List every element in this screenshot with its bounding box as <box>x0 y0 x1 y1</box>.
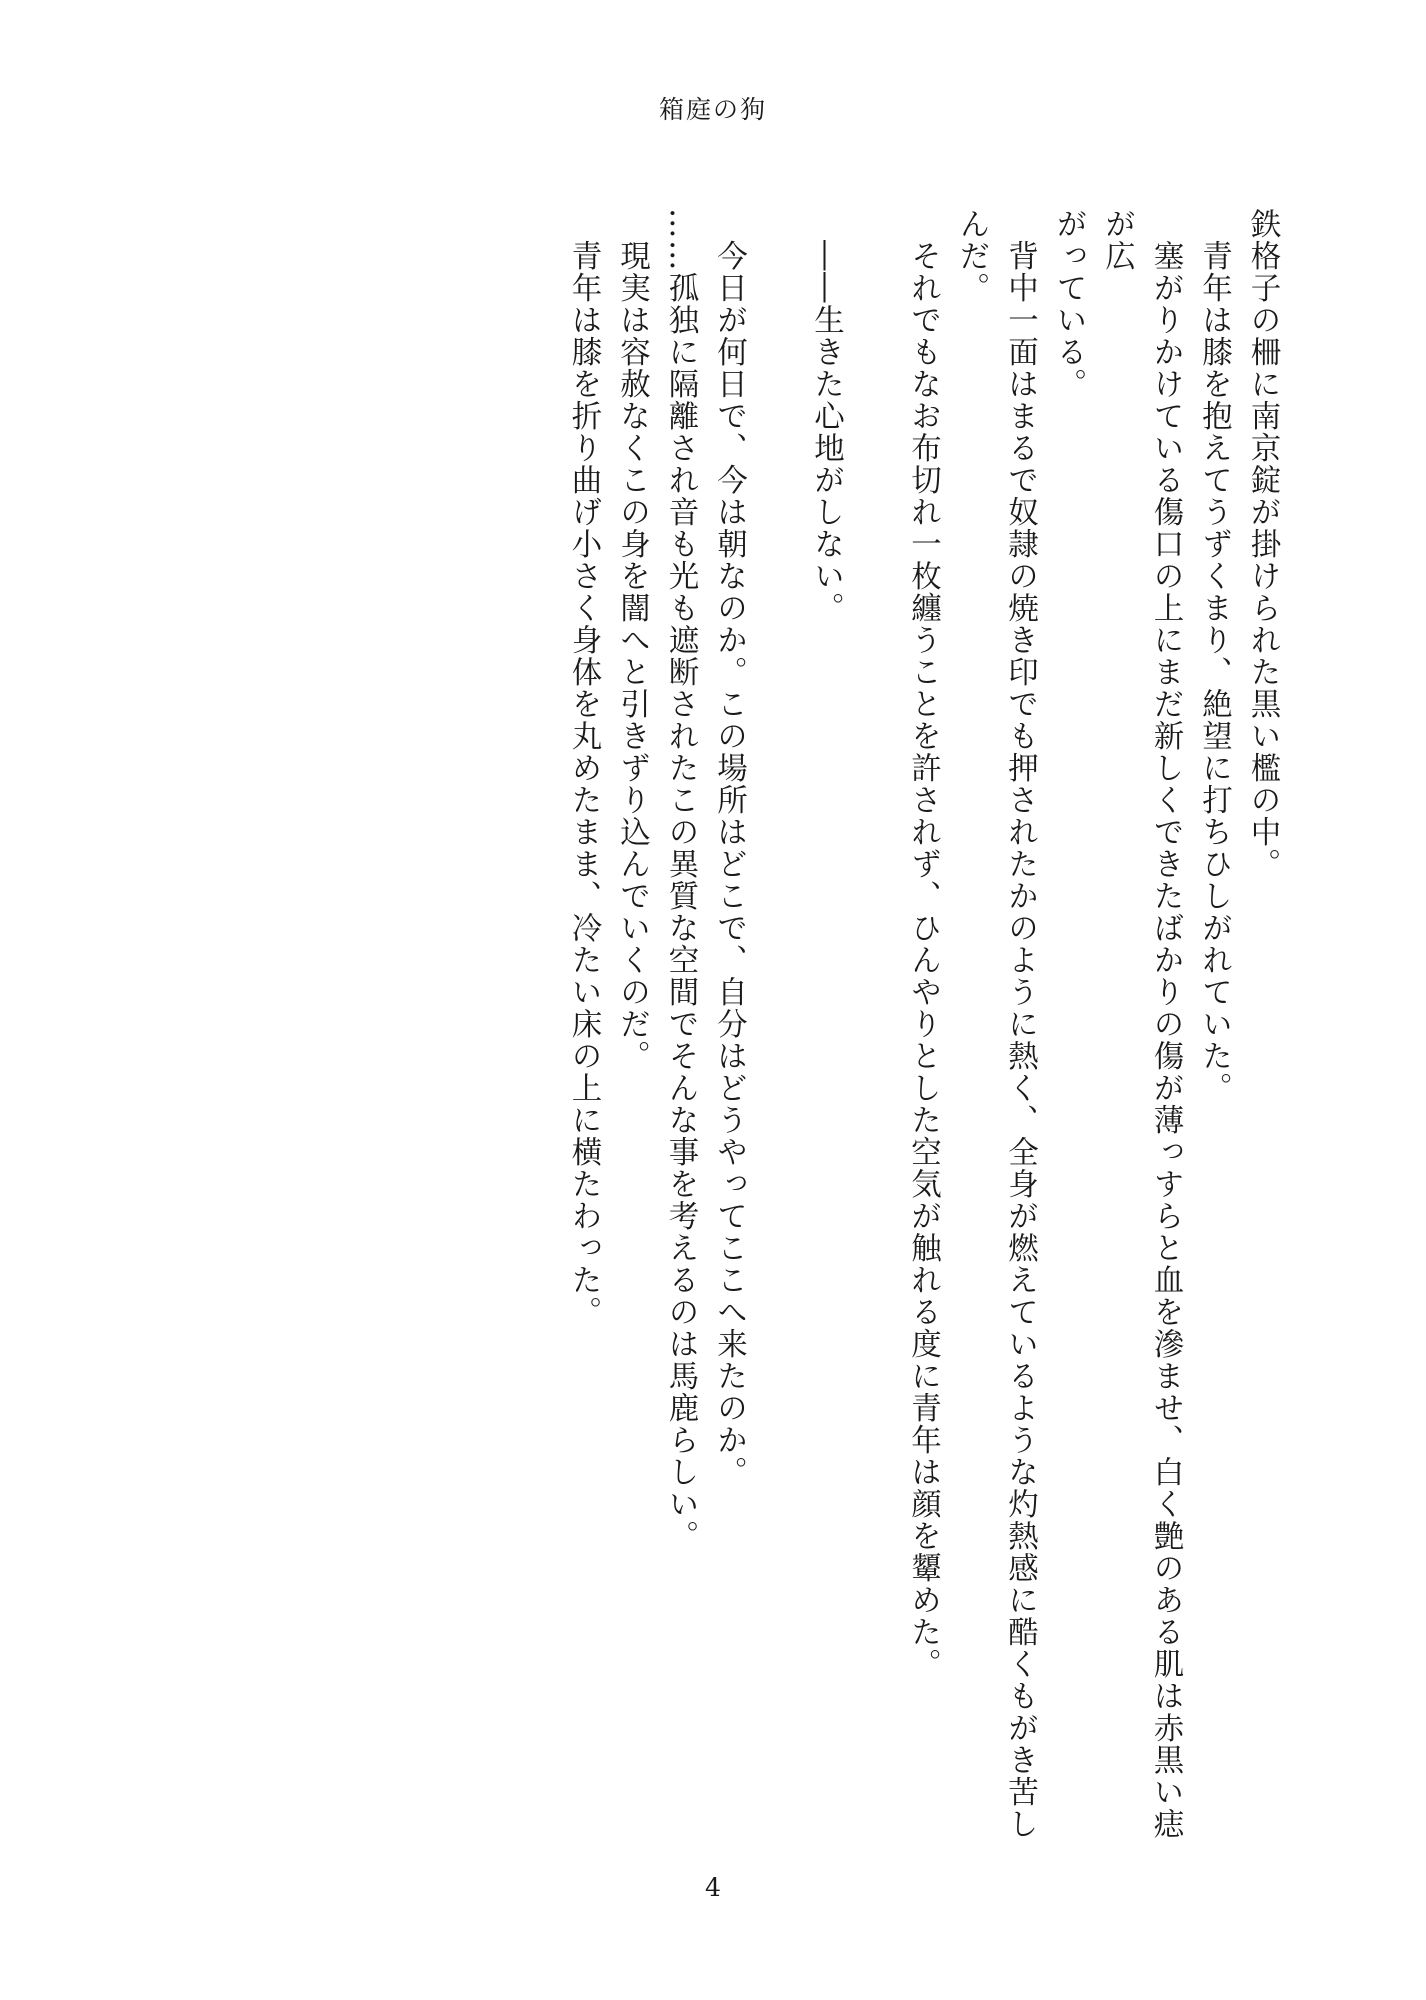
scene-break <box>0 208 510 1848</box>
text-line: それでもなお布切れ一枚纏うことを許されず、ひんやりとした空気が触れる度に青年は顔を顰めた。 <box>905 208 941 1680</box>
text-line: ……孤独に隔離され音も光も遮断されたこの異質な空間でそんな事を考えるのは馬鹿らしい。 <box>663 208 698 1552</box>
text-line: 鉄格子の柵に南京錠が掛けられた黒い檻の中。 <box>1245 208 1280 880</box>
text-line: 青年は膝を抱えてうずくまり、絶望に打ちひしがれていた。 <box>1196 208 1232 1104</box>
blank-line <box>753 208 802 1848</box>
text-line: 青年は膝を折り曲げ小さく身体を丸めたまま、冷たい床の上に横たわった。 <box>566 208 601 1328</box>
text-line: 塞がりかけている傷口の上にまだ新しくできたばかりの傷が薄っすらと血を滲ませ、白く艶のある肌は赤黒い痣が広 <box>1099 208 1183 1840</box>
text-line: 背中一面はまるで奴隷の焼き印でも押されたかのように熱く、全身が燃えているような灼熱感に酷くもがき苦しんだ。 <box>954 208 1038 1840</box>
blank-line <box>510 208 559 1848</box>
text-line: 現実は容赦なくこの身を闇へと引きずり込んでいくのだ。 <box>614 208 650 1072</box>
blank-line <box>850 208 899 1848</box>
page-number: 4 <box>705 1873 721 1902</box>
vertical-body-text <box>116 208 1286 1848</box>
text-line: 今日が何日で、今は朝なのか。この場所はどこで、自分はどうやってここへ来たのか。 <box>711 208 747 1488</box>
text-line: ――生きた心地がしない。 <box>808 208 844 624</box>
text-line: がっている。 <box>1051 208 1086 400</box>
running-header: 箱庭の狗 <box>658 95 767 124</box>
